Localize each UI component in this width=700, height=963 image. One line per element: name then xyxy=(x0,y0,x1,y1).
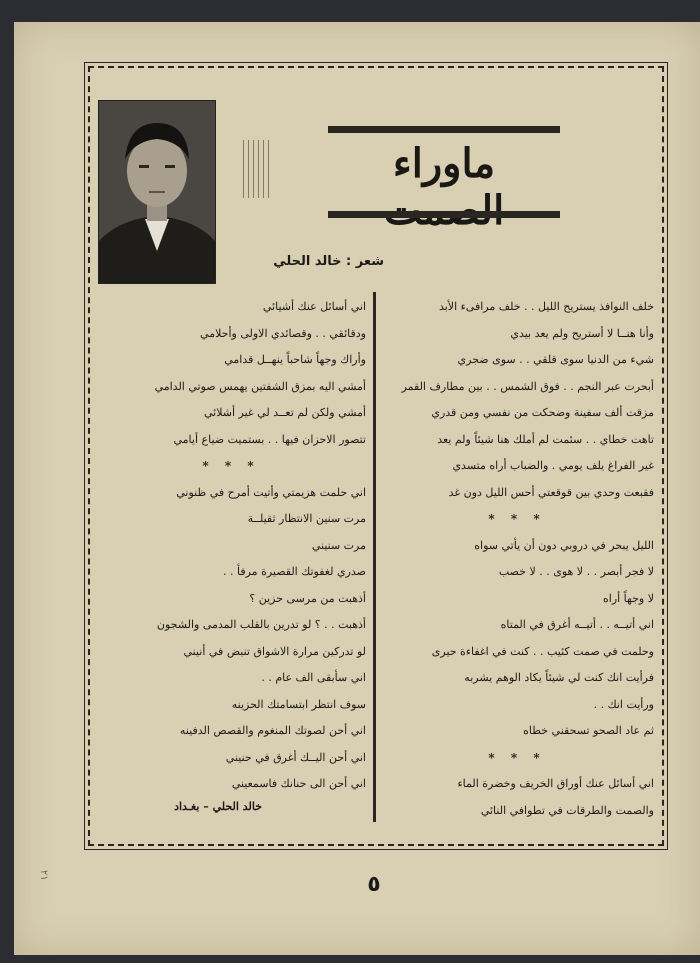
column-divider xyxy=(373,292,376,822)
verse-line: اني أسائل عنك أشيائي xyxy=(262,300,366,313)
verse-line: اني أحن لصوتك المنغوم والقصص الدفينه xyxy=(179,724,366,737)
stanza-separator: * * * xyxy=(488,750,546,765)
verse-line: اني أحن الى حنانك فاسمعيني xyxy=(231,777,366,790)
verse-line: اني أحن اليــك أغرق في حنيني xyxy=(225,750,366,764)
verse-line: مرت سنيني xyxy=(311,538,366,552)
verse-line: الليل يبحر في دروبي دون أن يأتي سواه xyxy=(474,538,654,552)
right-column xyxy=(380,294,654,824)
verse-line: اني سأبقى الف عام . . xyxy=(261,671,366,684)
verse-line: مزقت ألف سفينة وضحكت من نفسي ومن قدري xyxy=(431,406,654,419)
decorative-lines xyxy=(243,140,271,198)
verse-line: اني أسائل عنك أوراق الخريف وخضرة الماء xyxy=(457,777,654,790)
verse-line: ودقائقي . . وقصائدي الاولى وأحلامي xyxy=(200,326,366,340)
title-rule-bottom xyxy=(328,211,560,218)
margin-note: ٢١ xyxy=(38,870,49,881)
verse-line: لا وجهاً أراه xyxy=(603,591,654,605)
stanza-separator: * * * xyxy=(488,512,546,526)
verse-line: وحلمت في صمت كئيب . . كنت في اغفاءة حيرى xyxy=(431,644,654,658)
page-number: ٥ xyxy=(367,872,381,897)
verse-line: تاهت خطاي . . سئمت لم أملك هنا شيئاً ولم يعد xyxy=(437,432,654,446)
poet-byline: شعر : خالد الحلي xyxy=(273,254,384,269)
verse-line: أذهبت من مرسى حزين ؟ xyxy=(249,591,366,605)
verse-line: وأنا هنــا لا أستريح ولم يعد بيدي xyxy=(510,326,654,340)
verse-line: ورأيت انك . . xyxy=(593,697,654,711)
title-block xyxy=(328,126,560,218)
verse-line: اني حلمت هزيمتي وأتيت أمرح في ظنوني xyxy=(176,485,366,499)
verse-line: لا فجر أبصر . . لا هوى . . لا خصب xyxy=(498,565,654,578)
verse-line: فقبعت وحدي بين قوقعتي أحس الليل دون غد xyxy=(448,485,654,499)
verse-line: أذهبت . . ؟ لو تدرين بالقلب المدمى والشجون xyxy=(156,618,366,631)
magazine-page xyxy=(14,22,700,955)
poem-title: ماوراء xyxy=(392,140,496,187)
left-column xyxy=(96,294,366,798)
stanza-separator: * * * xyxy=(202,459,260,473)
verse-line: صدري لغفوتك القصيرة مرفأ . . xyxy=(223,565,366,578)
verse-line: تتصور الاحزان فيها . . بستميت ضياع أيامي xyxy=(173,432,366,446)
verse-line: لو تدركين مرارة الاشواق تنبض في أنيني xyxy=(183,644,366,658)
title-rule-top xyxy=(328,126,560,133)
verse-line: أمشي ولكن لم تعــد لي غير أشلائي xyxy=(203,406,366,419)
author-signature: خالد الحلي – بغـداد xyxy=(174,800,262,813)
verse-line: أمشي اليه بمزق الشفتين يهمس صوتي الدامي xyxy=(154,379,366,393)
verse-line: أبحرت عبر النجم . . فوق الشمس . . بين مطارف القمر xyxy=(401,379,654,393)
verse-line: خلف النوافذ يستريح الليل . . خلف مرافىء الأبد xyxy=(438,300,654,313)
verse-line: شيء من الدنيا سوى قلقي . . سوى ضجري xyxy=(457,353,654,366)
verse-line: مرت سنين الانتظار ثقيلــة xyxy=(247,512,366,525)
verse-line: ثم عاد الصحو تسحقني خطاه xyxy=(523,724,654,737)
verse-line: والصمت والطرقات في تطوافي النائي xyxy=(480,803,654,817)
verse-line: اني أتيــه . . أتيــه أغرق في المتاه xyxy=(500,618,654,631)
portrait-icon xyxy=(99,101,215,283)
verse-line: غير الفراغ يلف يومي . والضباب أراه متسدي xyxy=(452,459,654,472)
verse-line: سوف انتظر ابتسامتك الحزينه xyxy=(231,697,366,711)
author-portrait-photo xyxy=(98,100,216,284)
verse-line: فرأيت انك كنت لي شيئاً يكاد الوهم يشربه xyxy=(464,671,654,684)
verse-line: وأراك وجهاً شاحباً ينهــل قدامي xyxy=(224,353,366,366)
